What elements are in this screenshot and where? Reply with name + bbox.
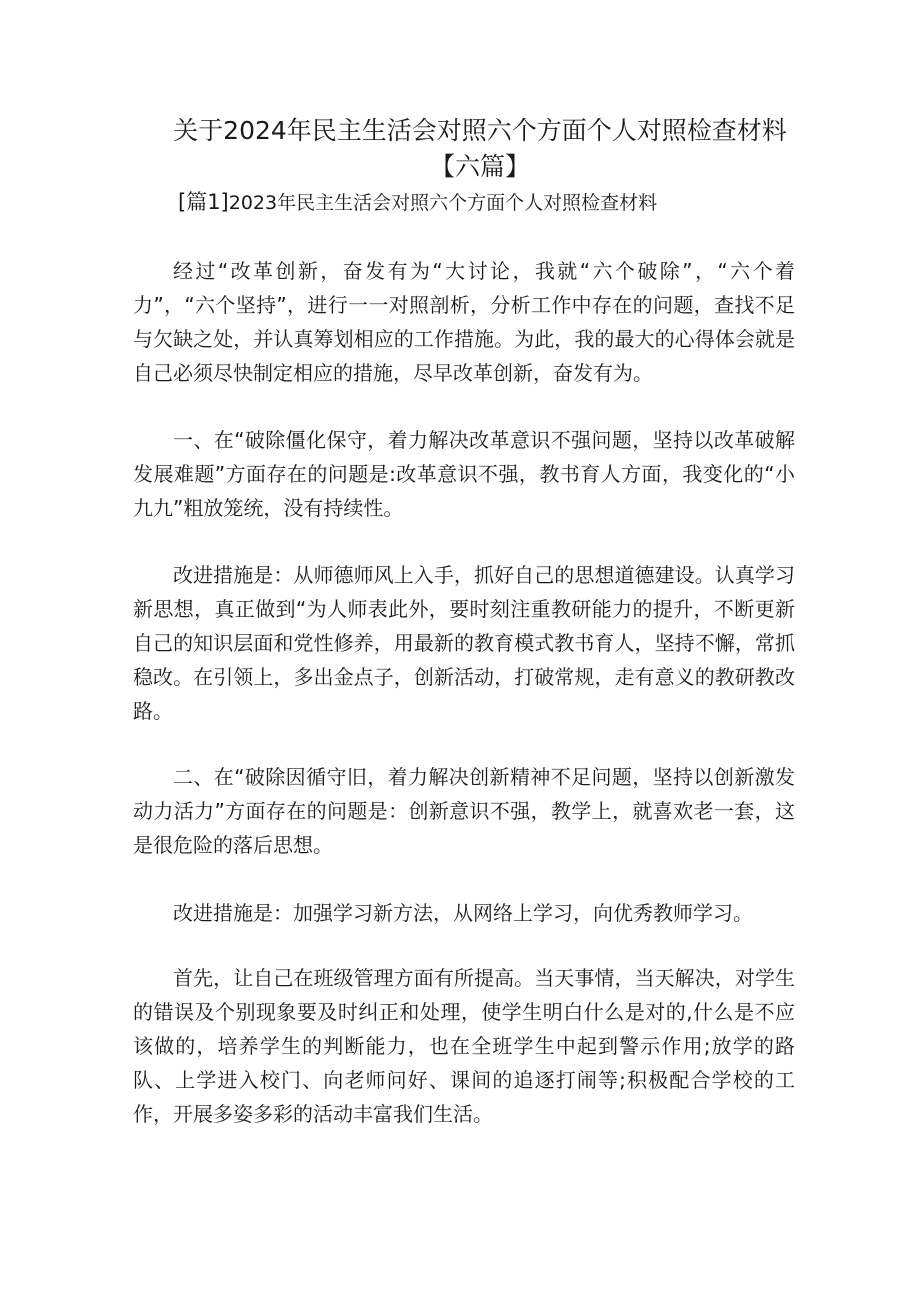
paragraph-measure-two: 改进措施是：加强学习新方法，从网络上学习，向优秀教师学习。 <box>173 901 753 925</box>
paragraph-issue-one: 一、在“破除僵化保守，着力解决改革意识不强问题，坚持以改革破解发展难题”方面存在的问题是:改革意识不强，教书育人方面，我变化的“小九九”粗放笼统，没有持续性。 <box>133 428 795 520</box>
paragraph-first-step: 首先，让自己在班级管理方面有所提高。当天事情，当天解决，对学生的错误及个别现象要及时纠正和处理，使学生明白什么是对的,什么是不应该做的，培养学生的判断能力，也在全班学生中起到警示作用;放学的路队、上学进入校门、向老师问好、课间的追逐打闹等;积极配合学校的工作，开展多姿多彩的活动丰富我们生活。 <box>133 966 795 1126</box>
paragraph-issue-two: 二、在“破除因循守旧，着力解决创新精神不足问题，坚持以创新激发动力活力”方面存在的问题是：创新意识不强，教学上，就喜欢老一套，这是很危险的落后思想。 <box>133 765 795 857</box>
section-title: 2023年民主生活会对照六个方面个人对照检查材料 <box>228 192 658 214</box>
paragraph-intro: 经过“改革创新，奋发有为“大讨论，我就“六个破除”，“六个着力”，“六个坚持”，进行一一对照剖析，分析工作中存在的问题，查找不足与欠缺之处，并认真筹划相应的工作措施。为此，我的最大的心得体会就是自己必须尽快制定相应的措施，尽早改革创新，奋发有为。 <box>133 259 795 385</box>
document-title-suffix: 【六篇】 <box>429 152 530 181</box>
section-number: [篇1] <box>178 190 229 214</box>
document-title: 关于2024年民主生活会对照六个方面个人对照检查材料 <box>173 116 787 145</box>
section-heading <box>178 188 878 217</box>
paragraph-measure-one: 改进措施是：从师德师风上入手，抓好自己的思想道德建设。认真学习新思想，真正做到“为人师表此外，要时刻注重教研能力的提升，不断更新自己的知识层面和党性修养，用最新的教育模式教书育人，坚持不懈，常抓稳改。在引领上，多出金点子，创新活动，打破常规，走有意义的教研教改路。 <box>133 563 795 723</box>
